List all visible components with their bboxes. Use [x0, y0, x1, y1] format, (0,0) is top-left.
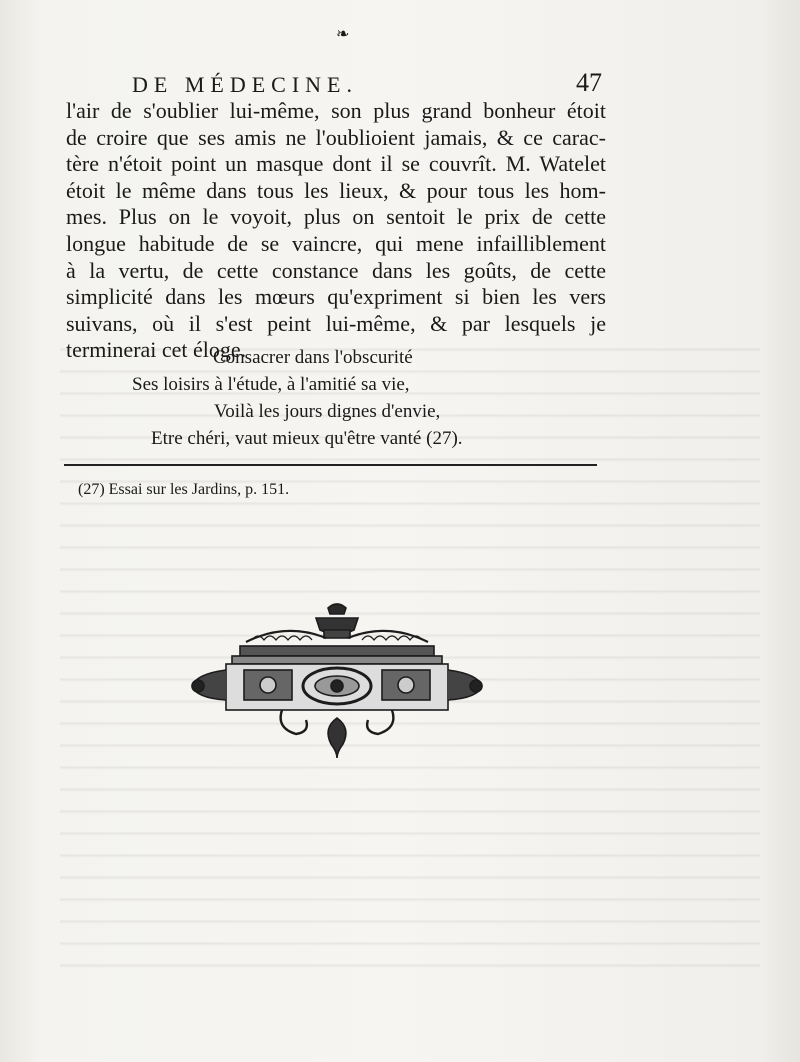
footnote: (27) Essai sur les Jardins, p. 151.	[78, 481, 290, 498]
verse-line: Ses loisirs à l'étude, à l'amitié sa vie,	[132, 374, 410, 395]
page-number: 47	[576, 68, 602, 97]
body-line: l'air de s'oublier lui-même, son plus grand bonheur étoit	[66, 98, 606, 123]
body-line: à la vertu, de cette constance dans les goûts, de cette	[66, 257, 606, 283]
body-line: terminerai cet éloge.	[66, 337, 247, 363]
body-line: simplicité dans les mœurs qu'expriment si bien les vers	[66, 284, 606, 310]
running-title: DE MÉDECINE.	[132, 72, 358, 97]
tailpiece-ornament	[186, 600, 488, 760]
body-line: suivans, où il s'est peint lui-même, & par lesquels je	[66, 310, 606, 336]
footnote-rule	[64, 464, 597, 466]
verse-line: Voilà les jours dignes d'envie,	[214, 401, 441, 422]
verse-line: Consacrer dans l'obscurité	[213, 347, 413, 368]
body-line: étoit le même dans tous les lieux, & pour tous les hom-	[66, 177, 606, 203]
verse-quotation	[100, 344, 600, 452]
body-paragraph	[66, 98, 606, 364]
body-line: de croire que ses amis ne l'oublioient jamais, & ce carac-	[66, 124, 606, 150]
body-line: longue habitude de se vaincre, qui mene infailliblement	[66, 230, 606, 256]
verse-line: Etre chéri, vaut mieux qu'être vanté (27).	[151, 428, 463, 449]
printer-mark: ❧	[336, 24, 350, 43]
body-line: mes. Plus on le voyoit, plus on sentoit le prix de cette	[66, 204, 606, 230]
body-line: tère n'étoit point un masque dont il se couvrît. M. Watelet	[66, 151, 606, 177]
